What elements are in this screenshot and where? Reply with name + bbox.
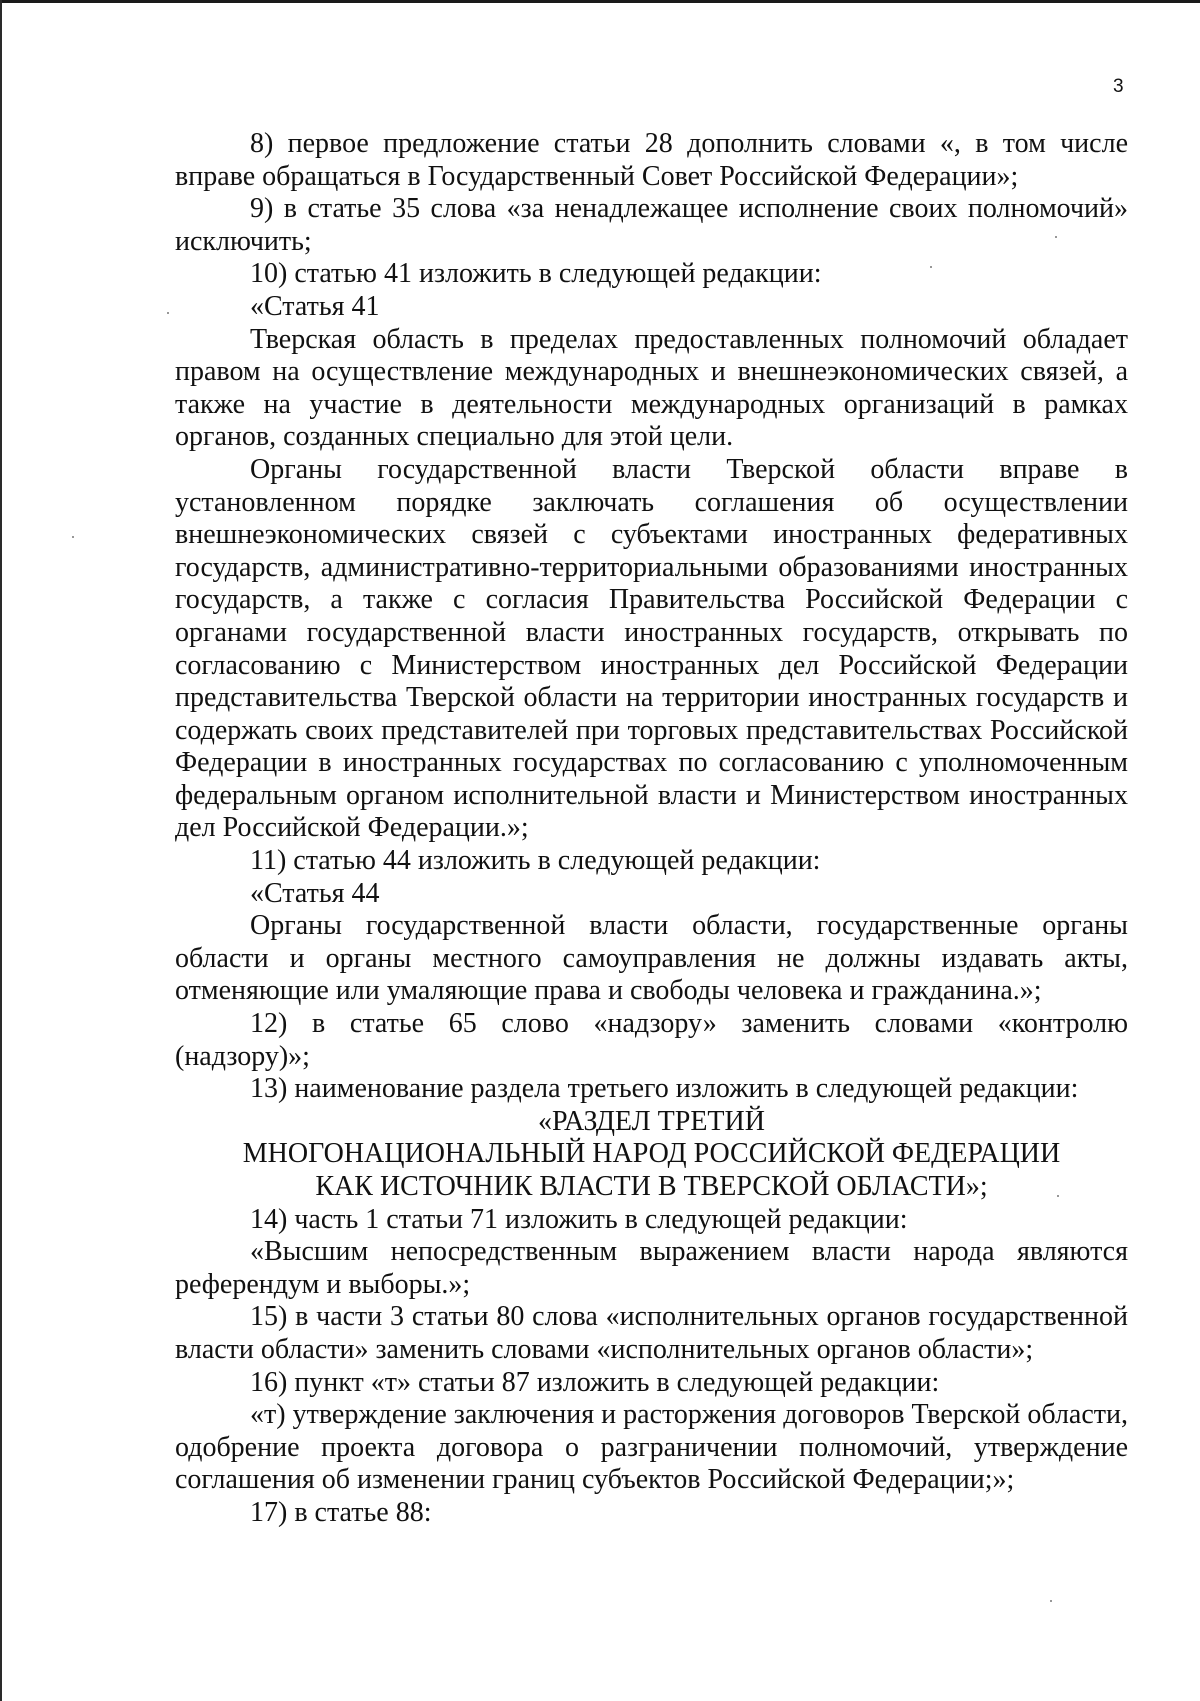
scan-speck (1050, 1600, 1052, 1602)
scan-left-edge (0, 0, 2, 1701)
document-body (175, 128, 1128, 1530)
article-41-part-2: Органы государственной власти Тверской области вправе в установленном порядке заключать соглашения об осуществлении внешнеэкономических связей с субъектами иностранных федеративных государств, административно-территориальными образованиями иностранных государств, а также с согласия Правительства Российской Федерации с органами государственной власти иностранных государств, открывать по согласованию с Министерством иностранных дел Российской Федерации представительства Тверской области на территории иностранных государств и содержать своих представителей при торговых представительствах Российской Федерации в иностранных государствах по согласованию с уполномоченным федеральным органом исполнительной власти и Министерством иностранных дел Российской Федерации.»; (175, 453, 1128, 844)
scan-speck (72, 536, 74, 538)
scan-speck (167, 312, 169, 314)
scan-speck (1055, 236, 1057, 238)
paragraph-item-13: 13) наименование раздела третьего изложить в следующей редакции: (250, 1073, 1079, 1105)
scan-speck (930, 266, 932, 268)
paragraph-item-11: 11) статью 44 изложить в следующей редакции: (250, 845, 821, 877)
paragraph-item-8: 8) первое предложение статьи 28 дополнить словами «, в том числе вправе обращаться в Государственный Совет Российской Федерации»; (175, 128, 1128, 192)
article-87-item-t-text: «т) утверждение заключения и расторжения договоров Тверской области, одобрение проекта договора о разграничении полномочий, утверждение соглашения об изменении границ субъектов Российской Федерации;»; (175, 1399, 1128, 1496)
paragraph-item-9: 9) в статье 35 слова «за ненадлежащее исполнение своих полномочий» исключить; (175, 193, 1128, 257)
scan-top-edge (0, 0, 1200, 3)
section-heading (175, 1106, 1128, 1204)
article-71-text: «Высшим непосредственным выражением власти народа являются референдум и выборы.»; (175, 1236, 1128, 1300)
paragraph-item-14: 14) часть 1 статьи 71 изложить в следующей редакции: (250, 1203, 908, 1235)
paragraph-item-15: 15) в части 3 статьи 80 слова «исполнительных органов государственной власти области» заменить словами «исполнительных органов области»; (175, 1301, 1128, 1365)
article-44-heading: «Статья 44 (250, 877, 380, 909)
paragraph-item-10: 10) статью 41 изложить в следующей редакции: (250, 258, 822, 290)
paragraph-item-16: 16) пункт «т» статьи 87 изложить в следующей редакции: (250, 1366, 940, 1398)
article-44-text: Органы государственной власти области, государственные органы области и органы местного самоуправления не должны издавать акты, отменяющие или умаляющие права и свободы человека и гражданина.»; (175, 910, 1128, 1007)
page-number: 3 (1113, 76, 1124, 97)
article-41-part-1: Тверская область в пределах предоставленных полномочий обладает правом на осуществление международных и внешнеэкономических связей, а также на участие в деятельности международных организаций в рамках органов, созданных специально для этой цели. (175, 323, 1128, 453)
paragraph-item-17: 17) в статье 88: (250, 1496, 432, 1528)
section-heading-line-3: КАК ИСТОЧНИК ВЛАСТИ В ТВЕРСКОЙ ОБЛАСТИ»; (315, 1171, 988, 1202)
section-heading-line-1: «РАЗДЕЛ ТРЕТИЙ (538, 1105, 765, 1137)
section-heading-line-2: МНОГОНАЦИОНАЛЬНЫЙ НАРОД РОССИЙСКОЙ ФЕДЕРАЦИИ (242, 1138, 1061, 1170)
article-41-heading: «Статья 41 (250, 290, 380, 322)
paragraph-item-12: 12) в статье 65 слово «надзору» заменить словами «контролю (надзору)»; (175, 1008, 1128, 1072)
scan-speck (1057, 1195, 1059, 1197)
